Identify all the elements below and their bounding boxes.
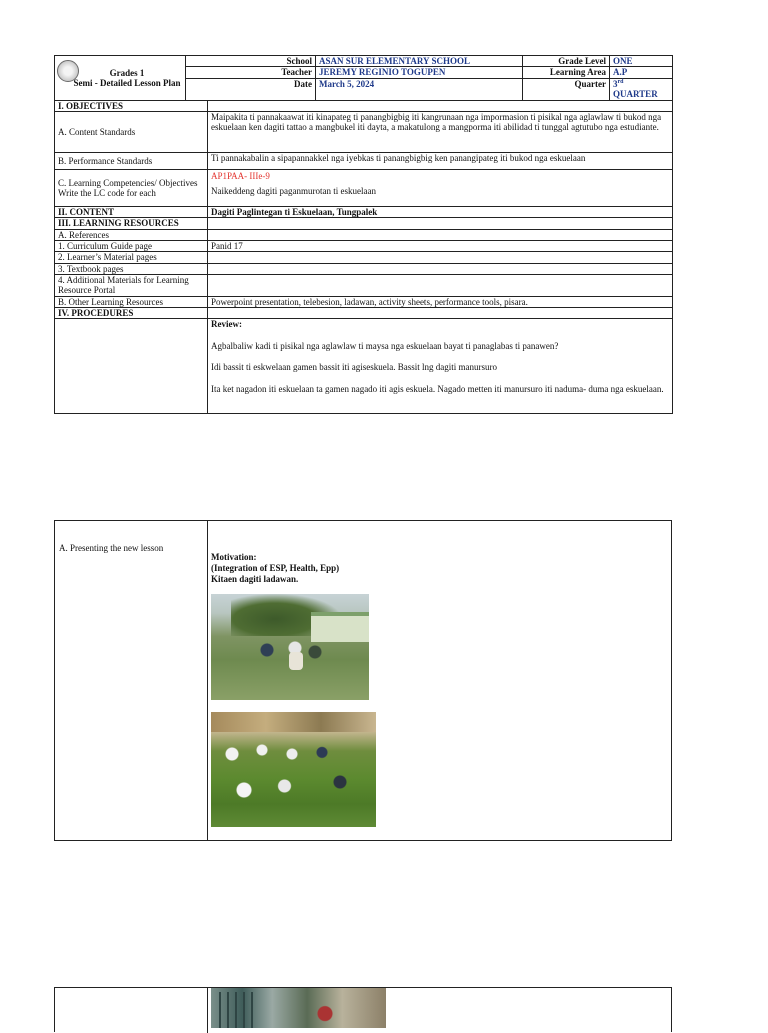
lesson-plan-page-1 [54, 55, 672, 414]
resource-value [208, 263, 673, 274]
quarter-value [610, 78, 673, 100]
content-heading: II. CONTENT [55, 207, 208, 218]
header-table [54, 55, 673, 101]
review-paragraph-1: Idi bassit ti eskwelaan gamen bassit iti agiseskuela. Bassit lng dagiti manursuro [211, 362, 497, 373]
deped-seal-icon [57, 60, 79, 82]
resource-value [208, 252, 673, 263]
content-text: Dagiti Paglintegan ti Eskuelaan, Tungpalek [208, 207, 673, 218]
school-cleanup-photo-1 [211, 594, 369, 700]
resource-label: A. References [55, 229, 208, 240]
resource-value [208, 229, 673, 240]
lesson-body-table [54, 100, 673, 415]
resource-label: B. Other Learning Resources [55, 296, 208, 307]
competencies-label: C. Learning Competencies/ Objectives Write the LC code for each [55, 170, 208, 207]
plan-type-label: Semi - Detailed Lesson Plan [73, 77, 181, 88]
review-question: Agbalbaliw kadi ti pisikal nga aglawlaw ti maysa nga eskuelaan bayat ti panaglabas ti panawen? [211, 340, 559, 351]
content-standards-label: A. Content Standards [55, 112, 208, 153]
school-value: ASAN SUR ELEMENTARY SCHOOL [316, 56, 523, 67]
trash-bag [289, 652, 303, 670]
teacher-value: JEREMY REGINIO TOGUPEN [316, 67, 523, 78]
quarter-number: 3 [613, 78, 618, 89]
page-3-divider [207, 988, 208, 1033]
school-label: School [186, 56, 316, 67]
procedures-heading: IV. PROCEDURES [55, 308, 208, 319]
quarter-suffix: rd [617, 78, 624, 85]
grade-level-label: Grade Level [523, 56, 610, 67]
date-label: Date [186, 78, 316, 100]
learning-area-label: Learning Area [523, 67, 610, 78]
resource-label: 1. Curriculum Guide page [55, 241, 208, 252]
competencies-cell [208, 170, 673, 207]
lesson-plan-page-2 [54, 520, 672, 841]
motivation-block [211, 552, 339, 584]
integration-text: (Integration of ESP, Health, Epp) [211, 562, 340, 573]
quarter-word: QUARTER [613, 89, 658, 100]
instruction-text: Kitaen dagiti ladawan. [211, 573, 299, 584]
resource-label: 2. Learner’s Material pages [55, 252, 208, 263]
resources-heading-blank [208, 218, 673, 229]
procedures-heading-blank [208, 308, 673, 319]
grades-label: Grades 1 [109, 67, 145, 78]
page-2-divider [207, 521, 208, 840]
review-paragraph-2: Ita ket nagadon iti eskuelaan ta gamen nagado iti agis eskuela. Nagado metten iti manursuro iti naduma- duma nga eskuelaan. [211, 383, 664, 394]
school-cleanup-photo-2 [211, 712, 376, 827]
students [217, 730, 367, 810]
competency-text: Naikeddeng dagiti paganmurotan ti eskuelaan [211, 186, 376, 197]
review-title: Review: [211, 319, 242, 330]
resource-label: 3. Textbook pages [55, 263, 208, 274]
objectives-heading: I. OBJECTIVES [55, 100, 208, 111]
review-label-cell [55, 319, 208, 414]
performance-standards-label: B. Performance Standards [55, 153, 208, 170]
resource-value [208, 275, 673, 297]
review-cell [208, 319, 673, 414]
person [311, 1004, 339, 1028]
background-trees [211, 712, 376, 732]
grade-level-value: ONE [610, 56, 673, 67]
objectives-heading-blank [208, 100, 673, 111]
presenting-lesson-label: A. Presenting the new lesson [59, 543, 164, 553]
resource-label: 4. Additional Materials for Learning Resource Portal [55, 275, 208, 297]
date-value: March 5, 2024 [316, 78, 523, 100]
quarter-label: Quarter [523, 78, 610, 100]
content-standards-text: Maipakita ti pannakaawat iti kinapateg ti panangbigbig iti kangrunaan nga impormasion ti pisikal nga aglawlaw ti bukod nga eskuelaan ken dagiti tattao a mangbukel iti dayta, a makatulong a mangporma iti abilidad ti tunggal agtutubo nga estudiante. [208, 112, 673, 153]
logo-title-cell [55, 56, 186, 101]
learning-area-value: A.P [610, 67, 673, 78]
resource-value: Powerpoint presentation, telebesion, ladawan, activity sheets, performance tools, pisara. [208, 296, 673, 307]
lesson-plan-page-3 [54, 987, 672, 1032]
performance-standards-text: Ti pannakabalin a sipapannakkel nga iyebkas ti panangbigbig ken panangipateg iti bukod nga eskuelaan [208, 153, 673, 170]
resources-heading: III. LEARNING RESOURCES [55, 218, 208, 229]
motivation-title: Motivation: [211, 552, 257, 562]
school-photo-3 [211, 988, 386, 1028]
teacher-label: Teacher [186, 67, 316, 78]
resource-value: Panid 17 [208, 241, 673, 252]
window-grille [219, 992, 259, 1028]
lc-code: AP1PAA- IIIe-9 [211, 171, 270, 182]
